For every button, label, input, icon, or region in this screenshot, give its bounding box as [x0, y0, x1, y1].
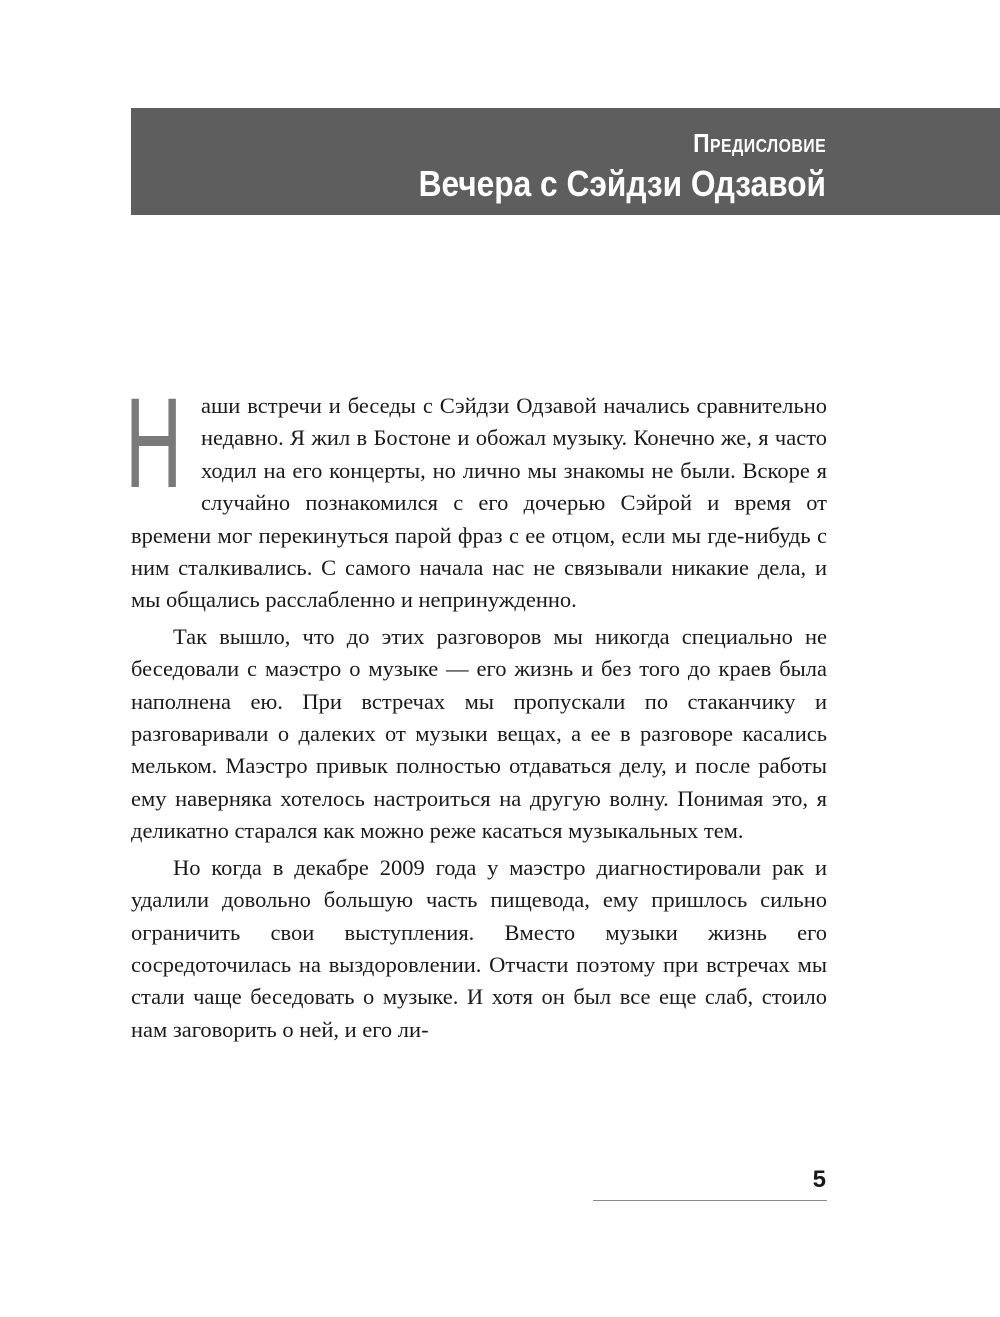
chapter-header-bar [131, 108, 1000, 215]
chapter-title: Вечера с Сэйдзи Одзавой [418, 163, 826, 204]
paragraph-1 [125, 372, 827, 617]
paragraph-2: Так вышло, что до этих разговоров мы никогда специально не беседовали с маэстро о музыке — его жизнь и без того до краев была наполнена ею. При встречах мы пропускали по стаканчику и разговаривали о далеких от музыки вещах, а ее в разговоре касались мельком. Маэстро привык полностью отдаваться делу, и после работы ему наверняка хотелось настроиться на другую волну. Понимая это, я деликатно старался как можно реже касаться музыкальных тем. [131, 623, 827, 844]
paragraph-1-text: аши встречи и беседы с Сэйдзи Одзавой начались сравнительно недавно. Я жил в Бостоне и обожал музыку. Конечно же, я часто ходил на его концерты, но лично мы знакомы не были. Вскоре я случайно познакомился с его дочерью Сэйрой и время от времени мог перекинуться парой фраз с ее отцом, если мы где-нибудь с ним сталкивались. С самого начала нас не связывали никакие дела, и мы общались расслабленно и непринужденно. [131, 393, 827, 613]
body-text [125, 372, 827, 1046]
page-number-rule [593, 1200, 827, 1201]
drop-cap: Н [125, 372, 183, 515]
paragraph-3: Но когда в декабре 2009 года у маэстро диагностировали рак и удалили довольно большую часть пищевода, ему пришлось сильно ограничить свои выступления. Вместо музыки жизнь его сосредоточилась на выздоровлении. Отчасти поэтому при встречах мы стали чаще беседовать о музыке. И хотя он был все еще слаб, стоило нам заговорить о ней, и его ли- [131, 854, 827, 1042]
chapter-label: Предисловие [693, 128, 826, 158]
page-number: 5 [812, 1166, 826, 1193]
